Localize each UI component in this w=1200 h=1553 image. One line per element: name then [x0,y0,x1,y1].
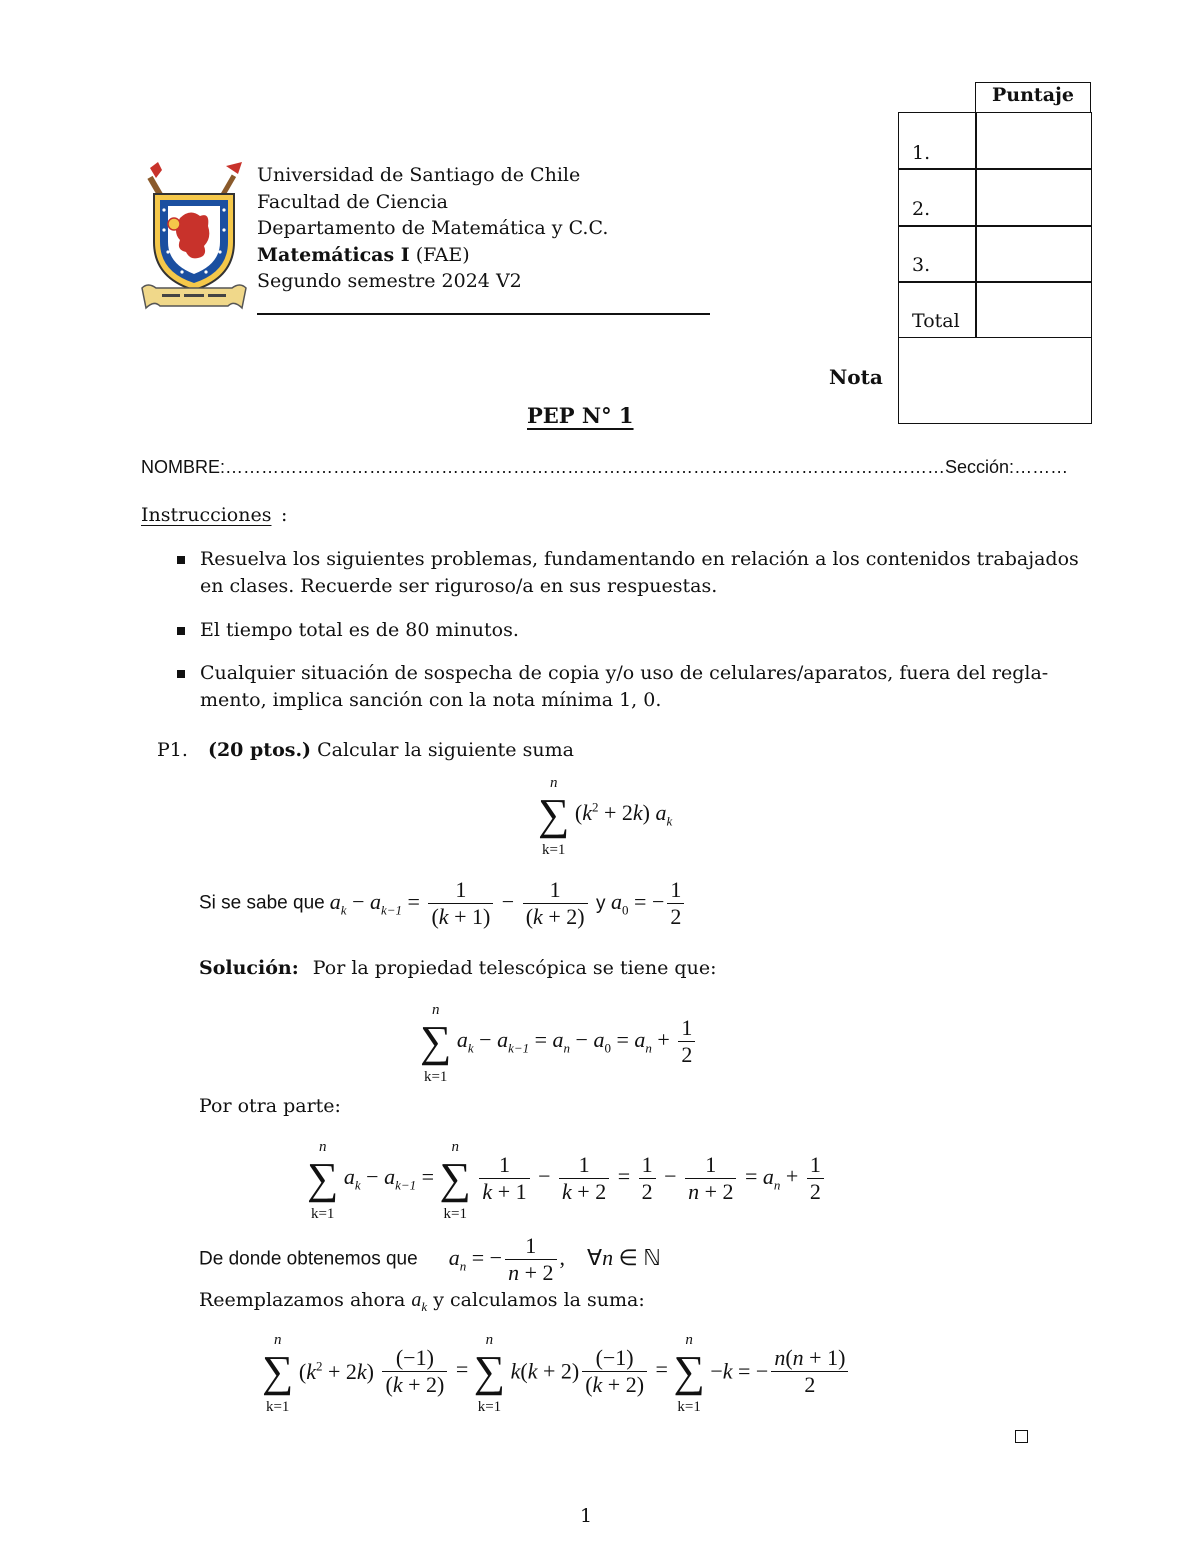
solution-label: Solución: [199,957,299,979]
exam-title: PEP N° 1 [527,403,634,428]
problem-points: (20 ptos.) [207,739,312,761]
grade-box [898,337,1092,424]
course-name-rest: (FAE) [409,243,470,266]
course-name [257,242,608,269]
score-row-2: 2. [912,198,931,220]
name-dots[interactable]: ………………………………………………………………………………………………………… [225,457,946,477]
instruction-2: El tiempo total es de 80 minutos. [200,619,519,641]
score-row-1: 1. [912,142,931,164]
score-table [898,82,1092,424]
from-where-text: De donde obtenemos que [199,1248,418,1270]
problem-label: P1. [157,739,188,761]
solution-text: Por la propiedad telescópica se tiene que: [312,957,717,979]
university-name: Universidad de Santiago de Chile [257,164,581,186]
equation-final: n ∑ k=1 $(k^2 + 2k)$ $\frac{(-1)}{(k + 2)}$ = n ∑ k=1 k(k + 2) $\frac{(-1)}{(k + 2)}$ = n ∑ k=1 −k = − $\frac{n(n + 1)}{2}$ [262,1345,851,1398]
semester: Segundo semestre 2024 V2 [257,270,522,292]
instruction-1a: Resuelva los siguientes problemas, fundamentando en relación a los contenidos trabajados [200,548,1079,570]
faculty-name: Facultad de Ciencia [257,190,448,213]
department-name: Departamento de Matemática y C.C. [257,217,609,239]
given-prefix: Si se sabe que [199,892,325,914]
score-row-total: Total [912,310,960,332]
replace-text-a: Reemplazamos ahora [199,1289,406,1311]
page-number: 1 [580,1505,593,1527]
bullet-icon [177,556,185,564]
university-logo [138,160,250,312]
name-label: NOMBRE: [141,457,226,477]
bullet-icon [177,670,185,678]
given-line: Si se sabe que $a_k - a_{k-1}$ = $\frac{1}{(k + 1)}$ − $\frac{1}{(k + 2)}$ y $a_0$ = − $\frac{1}{2}$ [199,877,687,930]
grade-label: Nota [829,365,883,389]
instructions-colon: : [281,504,288,526]
score-header: Puntaje [992,84,1074,106]
section-dots[interactable]: ……… [1014,457,1069,477]
equation-telescopic: n ∑ k=1 $a_k - a_{k-1} = a_n - a_0 = a_n$ + $\frac{1}{2}$ [420,1015,698,1068]
equation-an: $a_n$ = − $\frac{1}{n + 2}$ , ∀n ∈ ℕ [448,1233,661,1285]
qed-box-icon [1015,1430,1028,1443]
other-part-text: Por otra parte: [199,1095,341,1117]
header-rule [257,313,710,315]
score-row-3: 3. [912,254,931,276]
instructions-heading: Instrucciones [141,504,272,526]
problem-statement: Calcular la siguiente suma [311,739,574,761]
instruction-1b: en clases. Recuerde ser riguroso/a en sus respuestas. [200,575,718,597]
bullet-icon [177,627,185,635]
name-line [141,457,1071,478]
section-label: Sección: [945,457,1015,477]
course-name-bold: Matemáticas I [257,243,410,266]
instruction-3a: Cualquier situación de sospecha de copia y/o uso de celulares/aparatos, fuera del regla- [200,662,1049,684]
instruction-3b: mento, implica sanción con la nota mínima 1, 0. [200,689,662,711]
equation-main-sum: n ∑ k=1 $(k^2 + 2k)$ $a_k$ [538,775,673,858]
equation-other-part: n ∑ k=1 $a_k - a_{k-1}$ = n ∑ k=1 $\frac{1}{k + 1}$ − $\frac{1}{k + 2}$ = $\frac{1}{2}$ − $\frac{1}{n + 2}$ = $a_n$ + $\frac{1}{2}$ [307,1152,827,1205]
replace-text-b: y calculamos la suma: [433,1289,645,1311]
